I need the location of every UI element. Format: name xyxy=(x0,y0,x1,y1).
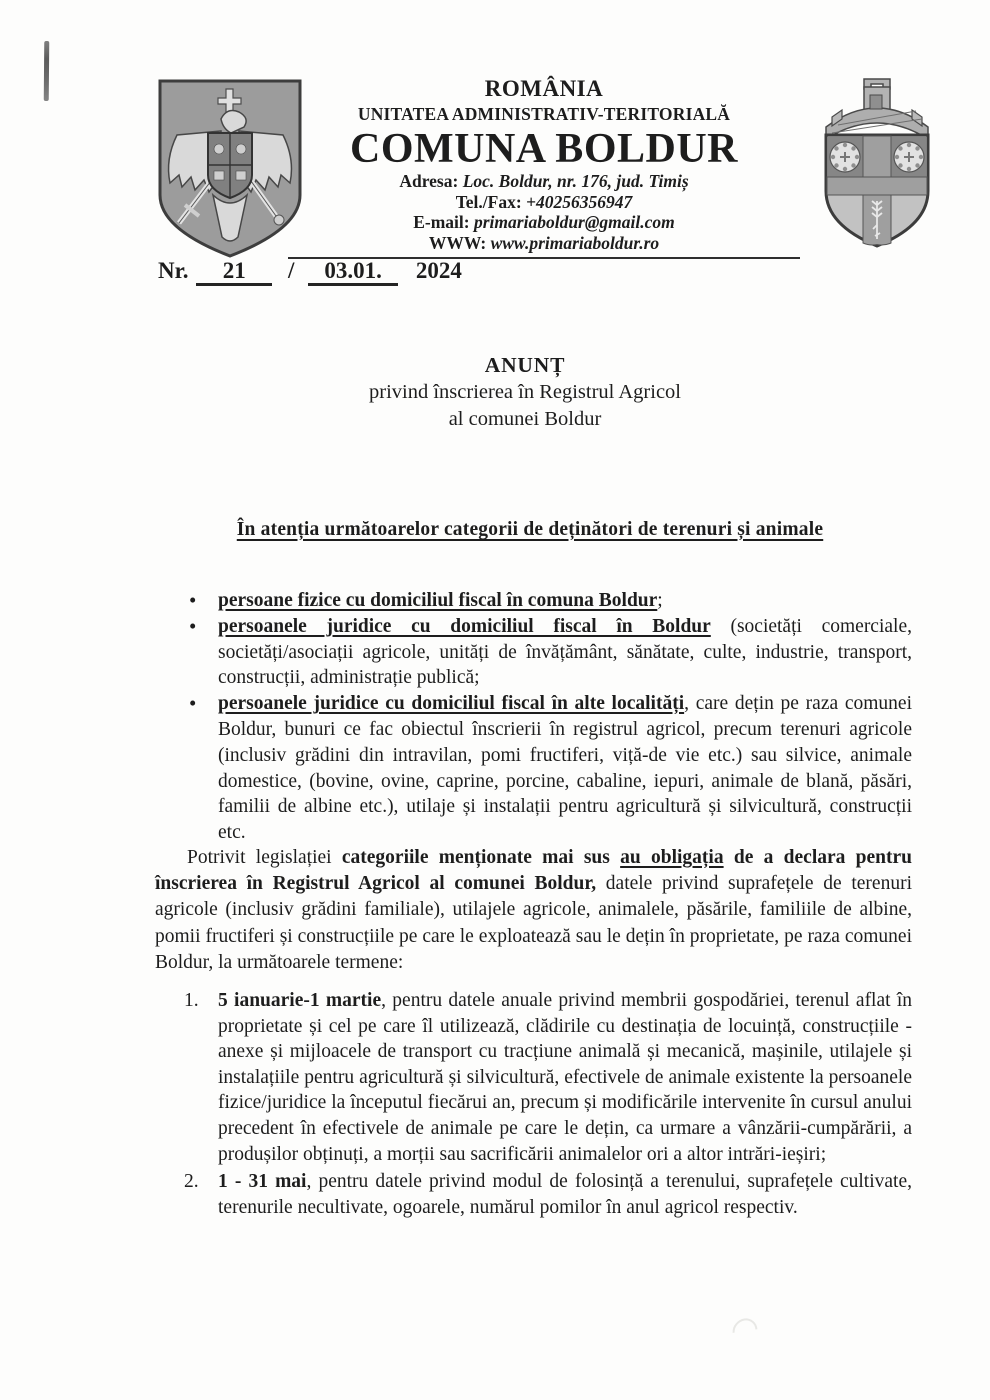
obligation-paragraph xyxy=(155,845,912,976)
address-label: Adresa: xyxy=(399,171,459,191)
bullet-rest-text: ; xyxy=(657,590,663,611)
bullet-item-persoane-fizice xyxy=(155,588,912,614)
deadline-period: 1 - 31 mai xyxy=(218,1171,307,1193)
phone-label: Tel./Fax: xyxy=(455,191,522,212)
paragraph-text: datele privind suprafețele de terenuri agricole (inclusiv grădini familiale), utilajele agricole, animalele, păsările, familiile de albine, pomii fructiferi și construcțiile pe care le exploatează sau le dețin în proprietate, pe raza comunei Boldur, la următoarele termene: xyxy=(155,873,912,973)
email-line xyxy=(288,212,800,233)
bullet-item-persoane-juridice-alte-localitati xyxy=(155,691,912,846)
address-value: Loc. Boldur, nr. 176, jud. Timiș xyxy=(462,171,689,191)
document-subtitle-1: privind înscrierea în Registrul Agricol xyxy=(369,381,681,403)
deadline-item-2 xyxy=(155,1169,912,1220)
email-label: E-mail: xyxy=(413,212,470,232)
bullet-rest-text: (societăți comerciale, societăți/asociații agricole, unități de învățământ, sănătate, culte, industrie, transport, construcții, administrație publică; xyxy=(218,615,912,689)
bullet-bold-text: persoane fizice cu domiciliul fiscal în comuna Boldur xyxy=(218,590,658,611)
registration-number-line xyxy=(158,258,462,286)
deadline-list xyxy=(155,988,912,1222)
bullet-item-persoane-juridice-boldur xyxy=(155,614,912,691)
deadline-period: 5 ianuarie-1 martie xyxy=(218,990,382,1011)
title-block xyxy=(140,352,910,432)
deadline-description: , pentru datele anuale privind membrii gospodăriei, terenul aflat în proprietate și cel pe care îl utilizează, clădirile cu destinația de locuință, construcțiile - anexe și mijloacele de transport cu tracțiune animală și mecanică, mașinile, utilajele și instalațiile pentru agricultură și silvicultură, efectivele de animale existente la persoanele fizice/juridice la începutul fiecărui an, precum și modificările intervenite în cursul anului precedent în efectivele de animale pe care le dețin, ca urmare a vânzării-cumpărării, a produșilor obținuți, a morții sau sacrificării animalelor ori a altor intrări-ieșiri; xyxy=(218,990,913,1165)
registration-year: 2024 xyxy=(415,258,462,283)
document-subtitle-2: al comunei Boldur xyxy=(448,407,602,430)
paragraph-bold-text: categoriile menționate mai sus xyxy=(341,847,621,868)
phone-line xyxy=(288,192,800,213)
bullet-bold-text: persoanele juridice cu domiciliul fiscal în Boldur xyxy=(218,615,711,637)
website-label: WWW: xyxy=(428,232,487,253)
registration-label: Nr. xyxy=(158,258,189,283)
scan-smudge xyxy=(727,1313,762,1348)
registration-number: 21 xyxy=(196,258,272,286)
item-number: 2. xyxy=(184,1171,199,1193)
website-line xyxy=(288,233,800,254)
paragraph-bold-text: de a declara pentru înscrierea în Registrul Agricol al comunei Boldur, xyxy=(155,847,912,895)
paragraph-bold-underline-text: au obligația xyxy=(620,847,724,868)
scan-artifact-line xyxy=(44,41,50,101)
registration-date: 03.01. xyxy=(308,258,398,286)
boldur-coat-of-arms-icon xyxy=(818,73,936,252)
administrative-unit: UNITATEA ADMINISTRATIV-TERITORIALĂ xyxy=(357,104,731,124)
email-value: primariaboldur@gmail.com xyxy=(474,212,675,232)
letterhead-text xyxy=(288,76,800,259)
document-title: ANUNȚ xyxy=(484,353,566,377)
commune-name: COMUNA BOLDUR xyxy=(349,126,738,172)
attention-heading: În atenția următoarelor categorii de deținători de terenuri și animale xyxy=(236,519,824,540)
website-value: www.primariaboldur.ro xyxy=(490,232,660,253)
address-line xyxy=(288,171,800,192)
category-bullet-list xyxy=(155,588,912,846)
paragraph-text: Potrivit legislației xyxy=(187,847,342,868)
romania-coat-of-arms-icon xyxy=(155,77,305,260)
country-name: ROMÂNIA xyxy=(484,76,604,101)
bullet-rest-text: , care dețin pe raza comunei Boldur, bunuri ce fac obiectul înscrierii în registrul agricol, precum terenuri agricole (inclusiv grădini din intravilan, pomi fructiferi, viță-de vie etc.) sau silvice, animale domestice, (bovine, ovine, caprine, porcine, cabaline, iepuri, animale de blană, păsări, familii de albine etc.), utilaje și instalații pentru agricultură și silvicultură, construcții etc. xyxy=(218,693,912,844)
bullet-bold-text: persoanele juridice cu domiciliul fiscal în alte localități xyxy=(218,693,685,715)
registration-separator: / xyxy=(287,258,295,283)
deadline-item-1 xyxy=(155,988,912,1167)
deadline-description: , pentru datele privind modul de folosință a terenului, suprafețele cultivate, terenurile necultivate, ogoarele, numărul pomilor în anul agricol respectiv. xyxy=(218,1171,912,1218)
phone-value: +40256356947 xyxy=(526,191,633,212)
item-number: 1. xyxy=(184,990,199,1011)
